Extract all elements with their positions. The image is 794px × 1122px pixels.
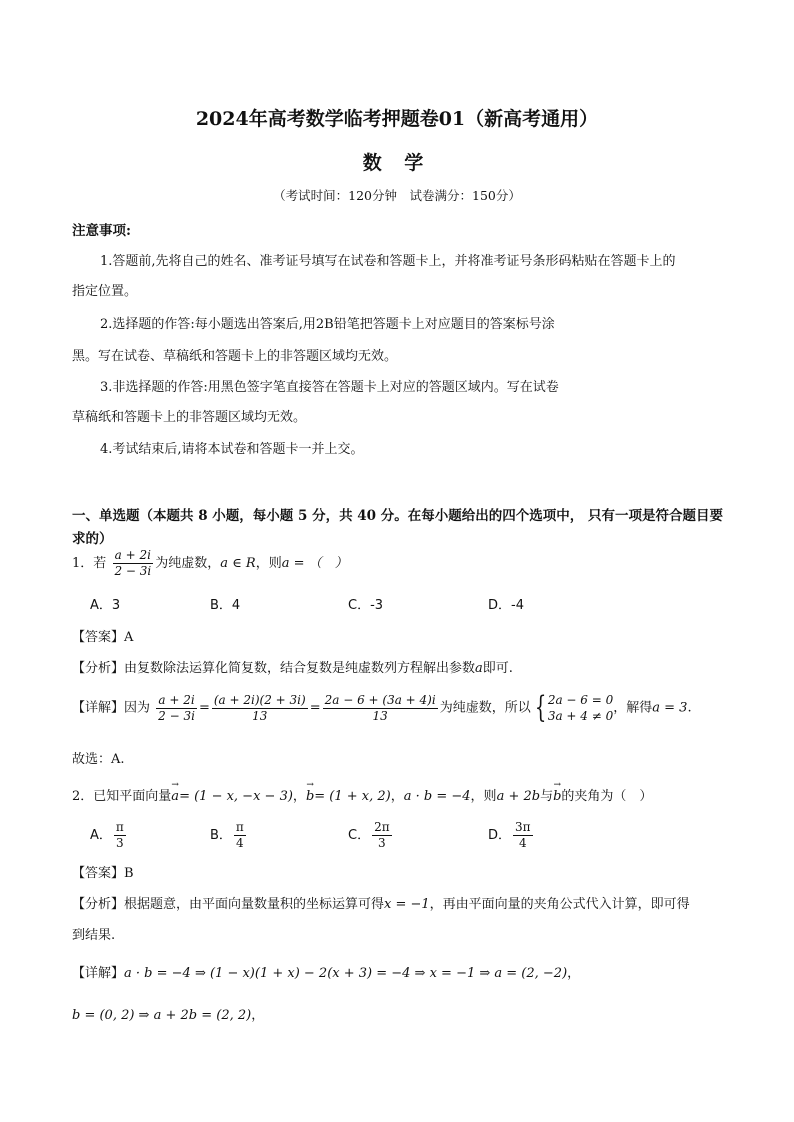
q1-analysis: 【分析】由复数除法运算化简复数，结合复数是纯虚数列方程解出参数a即可. — [72, 661, 513, 676]
section-heading: 一、单选题（本题共 8 小题，每小题 5 分，共 40 分。在每小题给出的四个选项中， 只有一项是符合题目要求的） — [72, 508, 723, 547]
note-3-line-1: 3.非选择题的作答:用黑色签字笔直接答在答题卡上对应的答题区域内。写在试卷 — [100, 380, 559, 395]
q2-option-a: A． $\frac{\pi}{3}$ — [90, 820, 124, 850]
q1-system: { 2a − 6 = 0 3a + 4 ≠ 0 — [534, 690, 614, 725]
q1-stem: 1．若 $\frac{a + 2i}{2 - 3i}$ 为纯虚数，a ∈ R，则a = （ ） — [72, 548, 348, 578]
q1-choice: 故选：A. — [72, 752, 125, 767]
exam-meta: （考试时间：120分钟 试卷满分：150分） — [273, 188, 521, 203]
note-4: 4.考试结束后,请将本试卷和答题卡一并上交。 — [100, 442, 364, 457]
exam-subject: 数 学 — [362, 152, 432, 174]
note-3-line-2: 草稿纸和答题卡上的非答题区域均无效。 — [72, 410, 307, 425]
q1-option-c: C．-3 — [348, 598, 384, 613]
note-1-line-2: 指定位置。 — [72, 284, 138, 299]
q2-option-d: D． $\frac{3\pi}{4}$ — [488, 820, 531, 850]
q1-answer: 【答案】A — [72, 630, 134, 645]
note-2-line-2: 黑。写在试卷、草稿纸和答题卡上的非答题区域均无效。 — [72, 349, 398, 364]
q1-detail: 【详解】因为 $\frac{a + 2i}{2 - 3i}$ = $\frac{(a + 2i)(2 + 3i)}{13}$ = $\frac{2a - 6 + (3a + 4)i}{13}$ 为纯虚数，所以 { 2a − 6 = 0 3a + 4 ≠ 0 ，解得a = 3. — [72, 690, 692, 725]
q2-analysis-line-1: 【分析】根据题意，由平面向量数量积的坐标运算可得x = −1，再由平面向量的夹角公式代入计算，即可得 — [72, 897, 690, 912]
q2-answer: 【答案】B — [72, 866, 134, 881]
exam-title: 2024年高考数学临考押题卷01（新高考通用） — [195, 108, 599, 130]
q2-detail-line-2: b = (0, 2) ⇒ a + 2b = (2, 2)， — [72, 1008, 265, 1023]
q1-option-a: A．3 — [90, 598, 121, 613]
q1-fraction: $\frac{a + 2i}{2 - 3i}$ — [114, 548, 152, 578]
q2-option-b: B． $\frac{\pi}{4}$ — [210, 820, 244, 850]
q1-option-d: D．-4 — [488, 598, 524, 613]
notes-heading: 注意事项: — [72, 223, 131, 239]
q2-analysis-line-2: 到结果. — [72, 928, 116, 943]
q1-option-b: B．4 — [210, 598, 241, 613]
q2-option-c: C． $\frac{2\pi}{3}$ — [348, 820, 390, 850]
note-2-line-1: 2.选择题的作答:每小题选出答案后,用2B铅笔把答题卡上对应题目的答案标号涂 — [100, 317, 555, 332]
q2-number: 2． — [72, 789, 94, 804]
note-1-line-1: 1.答题前,先将自己的姓名、准考证号填写在试卷和答题卡上，并将准考证号条形码粘贴在答题卡上的 — [100, 254, 676, 269]
q2-detail-line-1: 【详解】a · b = −4 ⇒ (1 − x)(1 + x) − 2(x + 3) = −4 ⇒ x = −1 ⇒ a = (2, −2)， — [72, 966, 581, 981]
q1-number: 1． — [72, 556, 94, 571]
q2-stem: 2．已知平面向量→ a= (1 − x, −x − 3)，→ b= (1 + x, 2)，a · b = −4，则a + 2b与→ b的夹角为（ ） — [72, 785, 652, 804]
